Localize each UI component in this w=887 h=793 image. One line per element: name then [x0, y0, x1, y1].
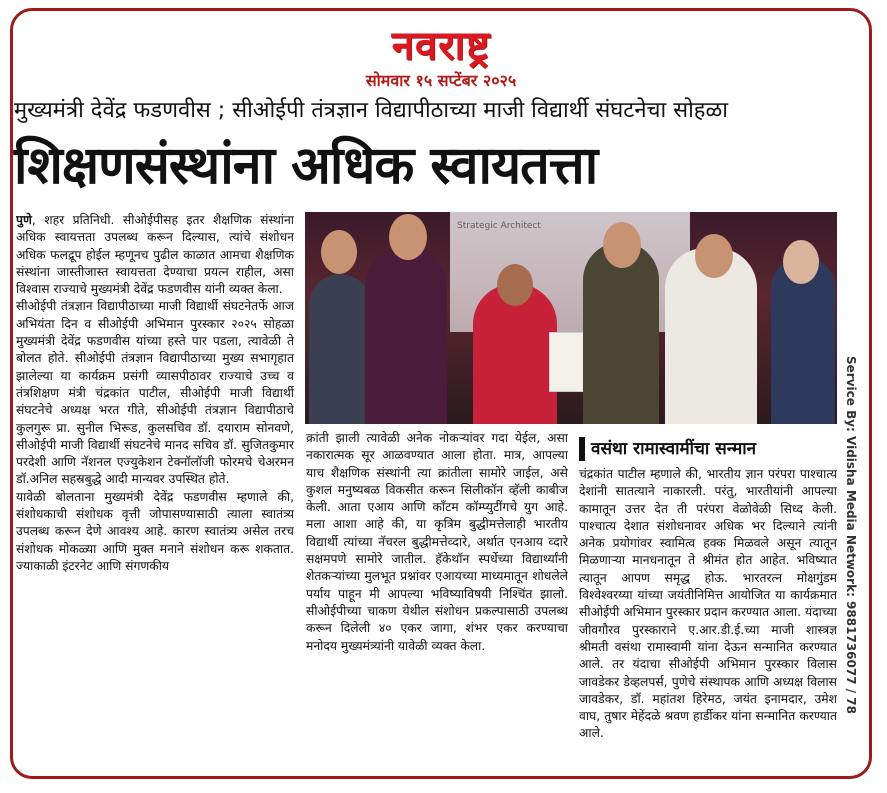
paragraph-2: सीओईपी तंत्रज्ञान विद्यापीठाच्या माजी विद्यार्थी संघटनेतर्फे आज अभियंता दिन व सीओईपी अभिमान पुरस्कार २०२५ सोहळा मुख्यमंत्री देवेंद्र फडणवीस यांच्या हस्ते पार पडला, त्यावेळी ते बोलत होते. सीओईपी तंत्रज्ञान विद्यापीठाच्या मुख्य सभागृहात झालेल्या या कार्यक्रम प्रसंगी व्यासपीठावर राज्याचे उच्च व तंत्रशिक्षण मंत्री चंद्रकांत पाटील, सीओईपी माजी विद्यार्थी संघटनेचे अध्यक्ष भरत गीते, सीओईपी तंत्रज्ञान विद्यापीठाचे कुलगुरू प्रा. सुनील भिरूड, कुलसचिव डॉ. दयाराम सोनवणे, सीओईपी माजी विद्यार्थी संघटनेचे मानद सचिव डॉ. सुजितकुमार परदेशी आणि नॅशनल एज्युकेशन टेक्नॉलॉजी फोरमचे चेअरमन डॉ.अनिल सहस्रबुद्धे आदी मान्यवर उपस्थित होते.: [16, 299, 294, 487]
event-photo: [305, 212, 837, 424]
photo-person-2-head: [389, 214, 427, 260]
photo-person-2: [365, 246, 447, 424]
paragraph-1: [16, 212, 294, 298]
photo-person-4: [583, 242, 659, 424]
photo-person-5-head: [695, 234, 733, 278]
dateline-city: पुणे: [16, 213, 32, 227]
photo-person-6-head: [783, 240, 819, 284]
photo-person-3-head: [497, 264, 533, 306]
paragraph-1-text: , शहर प्रतिनिधी. सीओईपीसह इतर शैक्षणिक संस्थांना अधिक स्वायत्तता उपलब्ध करून दिल्यास, त्यांचे संशोधन अधिक फलद्रूप होईल म्हणूनच पुढील काळात आमचा शैक्षणिक संस्थांना जास्तीजास्त स्वायत्तता देण्याचा प्रयत्न राहील, असा विश्वास राज्याचे मुख्यमंत्री देवेंद्र फडणवीस यांनी व्यक्त केला.: [16, 213, 294, 297]
paragraph-5: चंद्रकांत पाटील म्हणाले की, भारतीय ज्ञान परंपरा पाश्चात्य देशांनी सातत्याने नाकारली. परंतु, भारतीयांनी आपल्या कामातून उत्तर देत ती परंपरा वेळोवेळी सिध्द केली. पाश्चात्य देशात संशोधनावर अधिक भर दिल्याने त्यांनी अनेक प्रयोगांवर स्वामित्व हक्क मिळवले असून त्यातून मिळणाऱ्या मानधनातून ते श्रीमंत होत आहेत. भविष्यात त्यातून आपण समृद्ध होऊ. भारतरत्न मोक्षगुंडम विश्वेश्वरय्या यांच्या जयंतीनिमित्त आयोजित या कार्यक्रमात सीओईपी अभिमान पुरस्कार प्रदान करण्यात आला. यंदाच्या जीवगौरव पुरस्काराने ए.आर.डी.ई.च्या माजी शास्त्रज्ञ श्रीमती वसंथा रामास्वामी यांना देऊन सन्मानित करण्यात आले. तर यंदाचा सीओईपी अभिमान पुरस्कार विलास जावडेकर डेव्हलपर्स, पुणेचे संस्थापक आणि अध्यक्ष विलास जावडेकर, डॉ. महांतश हिरेमठ, जयंत इनामदार, उमेश वाघ, तुषार मेहेंदळे श्रवण हार्डीकर यांना सन्मानित करण्यात आले.: [579, 467, 837, 741]
article-column-1: [16, 212, 294, 768]
photo-person-1-head: [321, 230, 357, 274]
photo-person-1: [309, 274, 371, 424]
article-column-3: [579, 466, 837, 768]
article-subhead: वसंथा रामास्वामींचा सन्मान: [579, 437, 837, 461]
stage-screen-text: Strategic Architect: [457, 221, 541, 231]
issue-date: सोमवार १५ सप्टेंबर २०२५: [365, 71, 517, 90]
service-credit: [843, 300, 859, 770]
service-credit-text: Service By: Vidisha Media Network: 9881736077 / 78: [844, 356, 858, 714]
article-kicker: मुख्यमंत्री देवेंद्र फडणवीस ; सीओईपी तंत्रज्ञान विद्यापीठाच्या माजी विद्यार्थी संघटनेचा सोहळा: [14, 98, 728, 123]
paragraph-3: यावेळी बोलताना मुख्यमंत्री देवेंद्र फडणवीस म्हणाले की, संशोधकाची संशोधक वृत्ती जोपासण्यासाठी त्याला स्वातंत्र्य उपलब्ध करून देणे आवश्य आहे. कारण स्वातंत्र्य असेल तरच संशोधक मोकळ्या आणि मुक्त मनाने संशोधन करू शकतात. ज्याकाळी इंटरनेट आणि संगणकीय: [16, 489, 294, 573]
article-column-2: [306, 430, 568, 768]
photo-person-4-head: [603, 222, 641, 268]
article-headline: शिक्षणसंस्थांना अधिक स्वायतत्ता: [14, 136, 598, 196]
newspaper-masthead: नवराष्ट्र: [391, 23, 491, 69]
paragraph-4: क्रांती झाली त्यावेळी अनेक नोकऱ्यांवर गदा येईल, असा नकारात्मक सूर आळवण्यात आला होता. मात्र, आपल्या याच शैक्षणिक संस्थांनी त्या क्रांतीला सामोरे जाईल, असे कुशल मनुष्यबळ विकसीत करून सिलीकॉन व्हॅली काबीज केली. आता एआय आणि कॉंटम कॉम्प्युटींगचे युग आहे. मला आशा आहे की, या कृत्रिम बुद्धीमत्तेलाही भारतीय विद्यार्थी त्यांच्या नॅचरल बुद्धीमत्तेव्दारे, अर्थात एनआय व्दारे सक्षमपणे सामोरे जातील. हॅकेथॉन स्पर्धेच्या विद्यार्थ्यांनी शेतकऱ्यांच्या मुलभूत प्रश्नांवर एआयच्या माध्यमातून शोधलेले पर्याय पाहून मी आपल्या भविष्याविषयी निश्चिंत झालो. सीओईपीच्या चाकण येथील संशोधन प्रकल्पासाठी उपलब्ध करून दिलेली ४० एकर जागा, शंभर एकर करण्याचा मनोदय मुख्यमंत्र्यांनी यावेळी व्यक्त केला.: [306, 431, 568, 653]
